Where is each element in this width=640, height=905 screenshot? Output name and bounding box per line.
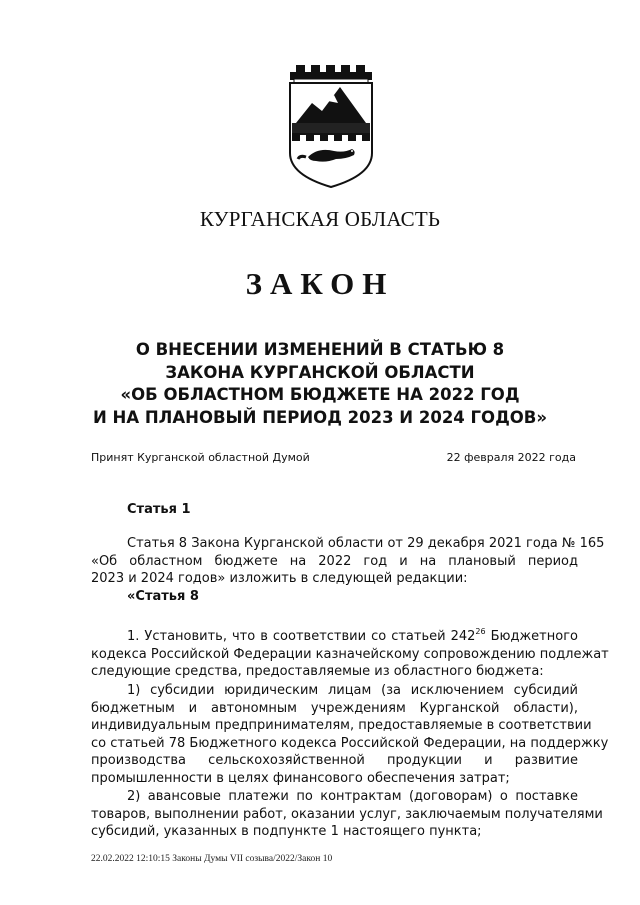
subject-line: О ВНЕСЕНИИ ИЗМЕНЕНИЙ В СТАТЬЮ 8 — [135, 340, 505, 359]
paragraph-line: «Об областном бюджете на 2022 год и на плановый период — [91, 553, 578, 569]
article-1-title: Статья 1 — [127, 502, 191, 517]
paragraph-line: 1) субсидии юридическим лицам (за исключением субсидий — [127, 683, 578, 698]
paragraph-line — [91, 628, 578, 646]
subpoint-1 — [91, 682, 609, 788]
adopted-by: Принят Курганской областной Думой — [91, 451, 310, 464]
paragraph-line: индивидуальным предпринимателям, предоставляемые в соответствии — [91, 718, 592, 734]
document-type-title: ЗАКОН — [245, 266, 395, 301]
paragraph-line: 2023 и 2024 годов» изложить в следующей редакции: — [91, 571, 468, 587]
paragraph-line: Статья 8 Закона Курганской области от 29 декабря 2021 года № 165 — [127, 536, 605, 551]
paragraph-line: следующие средства, предоставляемые из областного бюджета: — [91, 664, 544, 680]
paragraph-line: кодекса Российской Федерации казначейскому сопровождению подлежат — [91, 646, 609, 662]
adoption-date: 22 февраля 2022 года — [446, 451, 576, 464]
quoted-article-title: «Статья 8 — [127, 588, 199, 604]
paragraph-line: производства сельскохозяйственной продукции и развитие — [91, 753, 578, 769]
point-1 — [91, 627, 609, 681]
paragraph-line: 2) авансовые платежи по контрактам (договорам) о поставке — [127, 789, 578, 804]
footer-stamp: 22.02.2022 12:10:15 Законы Думы VII созыва/2022/Закон 10 — [91, 854, 333, 864]
subject-line: И НА ПЛАНОВЫЙ ПЕРИОД 2023 И 2024 ГОДОВ» — [92, 407, 548, 427]
paragraph-line: субсидий, указанных в подпункте 1 настоящего пункта; — [91, 824, 482, 840]
paragraph-line: со статьей 78 Бюджетного кодекса Российской Федерации, на поддержку — [91, 735, 609, 751]
paragraph-line: промышленности в целях финансового обеспечения затрат; — [91, 770, 510, 786]
coat-of-arms-emblem — [282, 65, 380, 193]
article-superscript: 26 — [475, 627, 486, 636]
subject-line: ЗАКОНА КУРГАНСКОЙ ОБЛАСТИ — [165, 362, 475, 382]
region-name: КУРГАНСКАЯ ОБЛАСТЬ — [199, 207, 441, 231]
law-subject-title — [0, 339, 640, 429]
point-1-text: 1. Установить, что в соответствии со статьей 242 — [127, 629, 476, 644]
point-1-text-end: Бюджетного — [485, 629, 578, 644]
paragraph-line: бюджетным и автономным учреждениям Курганской области), — [91, 700, 578, 716]
subpoint-2 — [91, 788, 603, 841]
subject-line: «ОБ ОБЛАСТНОМ БЮДЖЕТЕ НА 2022 ГОД — [120, 385, 520, 404]
article-1-intro — [91, 535, 605, 605]
paragraph-line: товаров, выполнении работ, оказании услуг, заключаемым получателями — [91, 806, 603, 822]
